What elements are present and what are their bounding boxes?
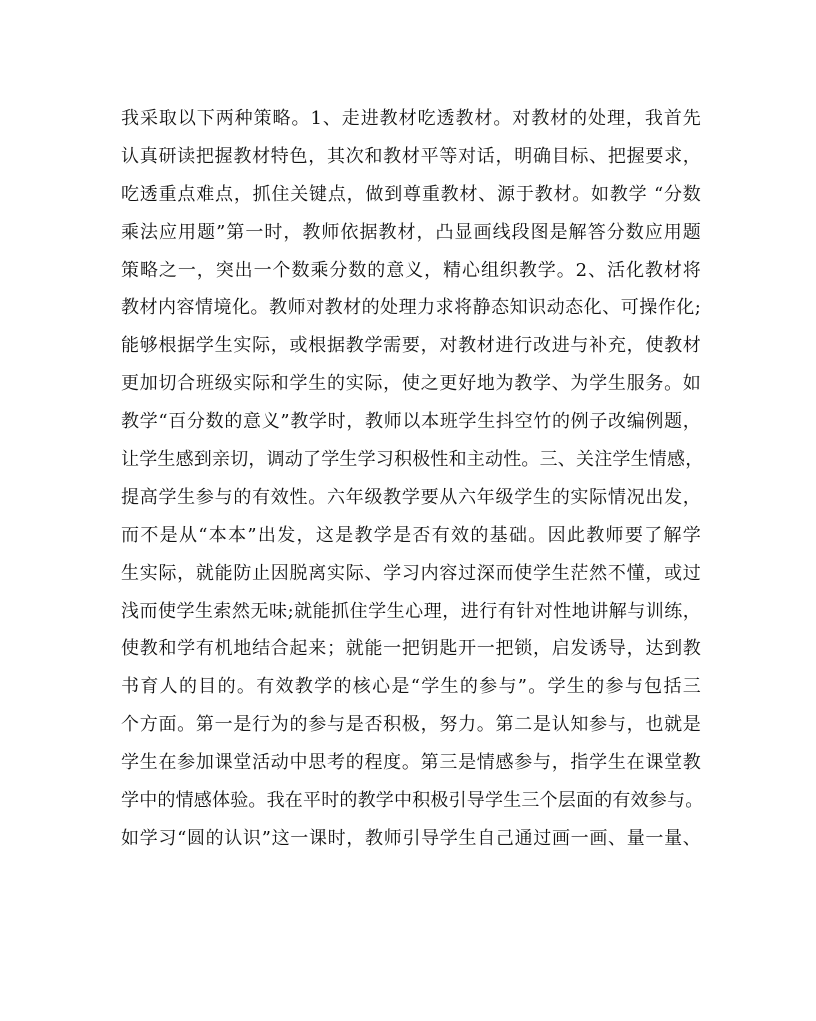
text-line: 浅而使学生索然无味;就能抓住学生心理，进行有针对性地讲解与训练， (121, 600, 701, 622)
text-line: 学中的情感体验。我在平时的教学中积极引导学生三个层面的有效参与。 (121, 790, 704, 812)
text-line: 如学习“圆的认识”这一课时，教师引导学生自己通过画一画、量一量、 (121, 827, 701, 849)
text-line: 让学生感到亲切，调动了学生学习积极性和主动性。三、关注学生情感， (121, 449, 704, 471)
text-line: 而不是从“本本”出发，这是教学是否有效的基础。因此教师要了解学 (121, 524, 701, 546)
text-line: 使教和学有机地结合起来；就能一把钥匙开一把锁，启发诱导，达到教 (121, 638, 701, 660)
text-line: 生实际，就能防止因脱离实际、学习内容过深而使学生茫然不懂，或过 (121, 562, 701, 584)
text-line: 吃透重点难点，抓住关键点，做到尊重教材、源于教材。如教学 “分数 (121, 183, 701, 205)
text-line: 个方面。第一是行为的参与是否积极，努力。第二是认知参与，也就是 (121, 714, 701, 736)
body-text (121, 103, 704, 861)
text-line: 更加切合班级实际和学生的实际，使之更好地为教学、为学生服务。如 (121, 373, 701, 395)
text-line: 乘法应用题”第一时，教师依据教材，凸显画线段图是解答分数应用题 (121, 221, 701, 243)
text-line: 能够根据学生实际，或根据教学需要，对教材进行改进与补充，使教材 (121, 335, 701, 357)
text-line: 学生在参加课堂活动中思考的程度。第三是情感参与，指学生在课堂教 (121, 752, 701, 774)
text-line: 认真研读把握教材特色，其次和教材平等对话，明确目标、把握要求， (121, 145, 701, 167)
text-line: 提高学生参与的有效性。六年级教学要从六年级学生的实际情况出发， (121, 486, 701, 508)
text-line: 策略之一，突出一个数乘分数的意义，精心组织教学。2、活化教材将 (121, 259, 701, 281)
text-line: 教材内容情境化。教师对教材的处理力求将静态知识动态化、可操作化; (121, 297, 701, 319)
text-line: 教学“百分数的意义”教学时，教师以本班学生抖空竹的例子改编例题， (121, 411, 701, 433)
text-line: 我采取以下两种策略。1、走进教材吃透教材。对教材的处理，我首先 (121, 108, 701, 129)
text-line: 书育人的目的。有效教学的核心是“学生的参与”。学生的参与包括三 (121, 676, 701, 698)
